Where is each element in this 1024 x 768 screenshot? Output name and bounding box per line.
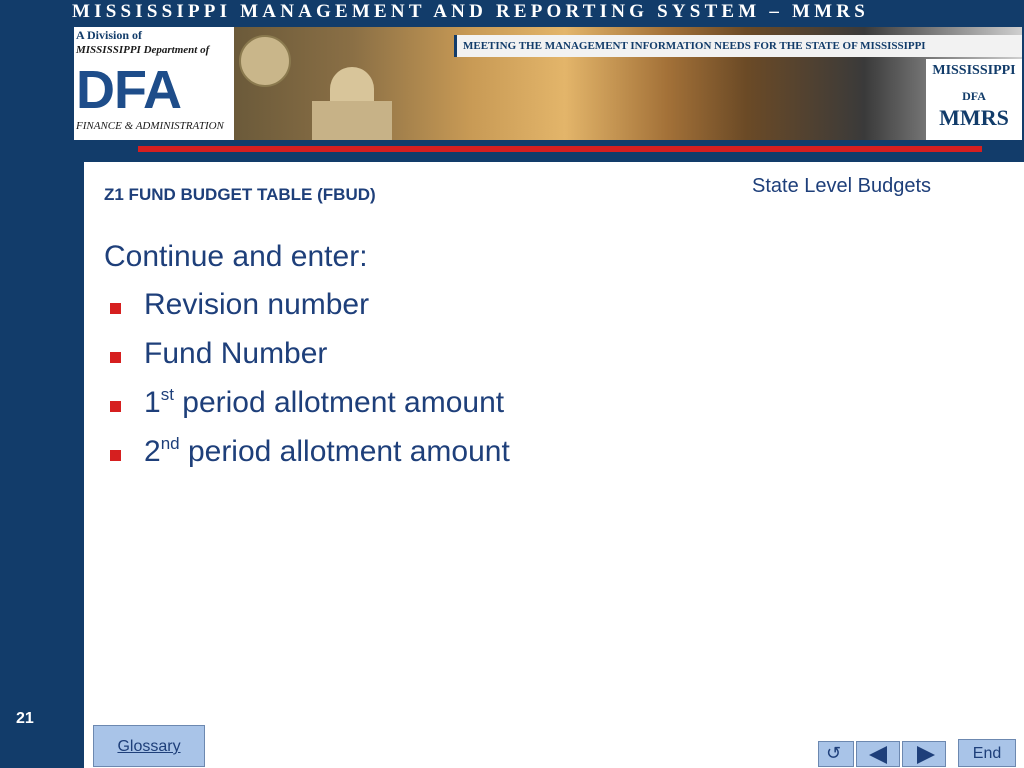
state-seal-icon (239, 35, 291, 87)
department-label: MISSISSIPPI Department of (76, 44, 210, 56)
list-item (110, 337, 510, 386)
square-bullet-icon (110, 352, 121, 363)
bullet-suffix: st (160, 385, 174, 404)
slide-number: 21 (16, 710, 34, 727)
glossary-button[interactable] (93, 725, 205, 767)
tagline-box (454, 35, 1022, 57)
capitol-dome (330, 67, 374, 101)
banner-tagline: MEETING THE MANAGEMENT INFORMATION NEEDS FOR THE STATE OF MISSISSIPPI (463, 40, 926, 52)
section-label: State Level Budgets (752, 175, 932, 197)
list-item (110, 288, 510, 337)
dfa-logo: DFA (76, 60, 181, 120)
bullet-text: Revision number (144, 288, 370, 321)
list-item (110, 435, 510, 484)
capitol-building-icon (312, 57, 392, 140)
return-button[interactable] (818, 741, 854, 767)
return-icon: ↺ (826, 743, 842, 764)
previous-arrow-icon (869, 746, 887, 764)
bullet-text: Fund Number (144, 337, 328, 370)
next-arrow-icon (917, 746, 935, 764)
finance-admin-label: FINANCE & ADMINISTRATION (76, 120, 224, 132)
glossary-link[interactable]: Glossary (117, 738, 181, 755)
list-item (110, 386, 510, 435)
bullet-text: period allotment amount (173, 386, 505, 419)
bullet-prefix: 2 (144, 435, 161, 468)
next-slide-button[interactable] (902, 741, 946, 767)
square-bullet-icon (110, 450, 121, 461)
end-label: End (972, 745, 1002, 762)
red-divider-line (138, 146, 982, 152)
banner-body (74, 27, 1022, 140)
bullet-list (110, 288, 510, 484)
mmrs-logo-state: MISSISSIPPI (932, 63, 1016, 78)
capitol-base (312, 101, 392, 140)
mmrs-logo-name: MMRS (939, 105, 1009, 130)
bullet-suffix: nd (160, 434, 180, 453)
intro-text: Continue and enter: (104, 240, 368, 273)
header-banner (0, 0, 1024, 162)
banner-title: MISSISSIPPI MANAGEMENT AND REPORTING SYSTEM – MMRS (72, 1, 869, 22)
end-button[interactable] (958, 739, 1016, 767)
square-bullet-icon (110, 401, 121, 412)
previous-slide-button[interactable] (856, 741, 900, 767)
mmrs-logo (926, 59, 1022, 140)
mmrs-logo-dfa: DFA (962, 89, 986, 103)
slide-title: Z1 FUND BUDGET TABLE (FBUD) (104, 185, 376, 204)
bullet-prefix: 1 (144, 386, 161, 419)
square-bullet-icon (110, 303, 121, 314)
division-label: A Division of (76, 28, 143, 42)
bullet-text: period allotment amount (179, 435, 510, 468)
